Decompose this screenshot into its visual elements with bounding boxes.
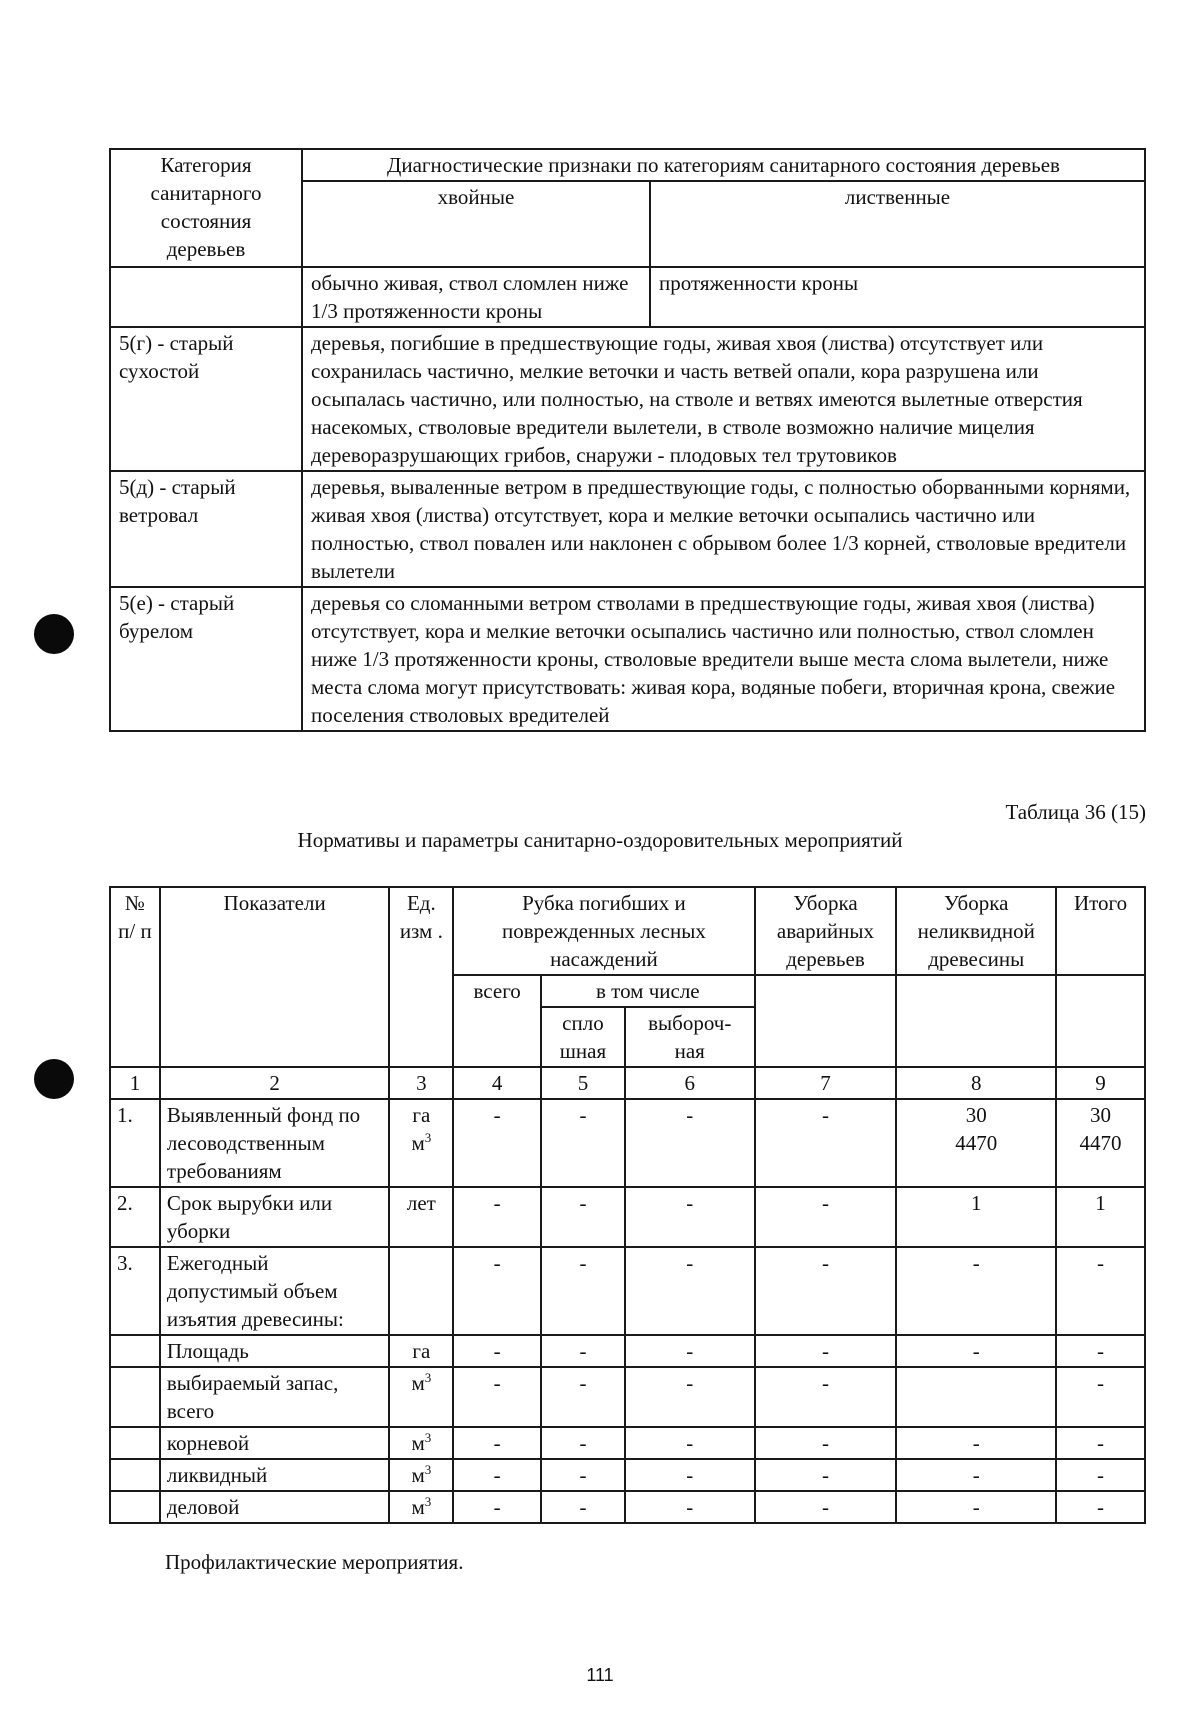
- table-row: [110, 471, 1145, 587]
- row-number: [110, 1459, 160, 1491]
- column-number: 8: [896, 1067, 1056, 1099]
- header-signs: Диагностические признаки по категориям санитарного состояния деревьев: [302, 149, 1145, 181]
- value-cell: -: [1056, 1335, 1145, 1367]
- value-cell: -: [1056, 1247, 1145, 1335]
- indicator-name: Ежегодный допустимый объем изъятия древесины:: [160, 1247, 390, 1335]
- value-cell: -: [755, 1491, 897, 1523]
- header-felling: Рубка погибших и поврежденных лесных насаждений: [453, 887, 754, 975]
- header-empty: [896, 975, 1056, 1067]
- value-cell: -: [755, 1367, 897, 1427]
- category-cell: [110, 267, 302, 327]
- column-number: 7: [755, 1067, 897, 1099]
- column-number: 5: [541, 1067, 625, 1099]
- table-row: [110, 1427, 1145, 1459]
- indicator-name: ликвидный: [160, 1459, 390, 1491]
- page-number: 111: [586, 1665, 614, 1685]
- value-cell: -: [625, 1335, 755, 1367]
- header-empty: [1056, 975, 1145, 1067]
- value-cell: -: [453, 1335, 541, 1367]
- unit-cell: [389, 1491, 453, 1523]
- footer-note: Профилактические мероприятия.: [165, 1550, 464, 1574]
- unit-superscript: 3: [424, 1462, 432, 1477]
- category-cell: 5(г) - старый сухостой: [110, 327, 302, 471]
- header-category: Категория санитарного состояния деревьев: [110, 149, 302, 267]
- value-cell: -: [1056, 1491, 1145, 1523]
- column-number: 1: [110, 1067, 160, 1099]
- table-row: [110, 327, 1145, 471]
- table-title: Нормативы и параметры санитарно-оздоровительных мероприятий: [297, 828, 903, 852]
- value-text: 30: [1090, 1103, 1112, 1127]
- value-cell: -: [625, 1187, 755, 1247]
- unit-text: м: [411, 1371, 425, 1395]
- value-cell: -: [541, 1459, 625, 1491]
- value-cell: -: [541, 1427, 625, 1459]
- value-cell: -: [453, 1247, 541, 1335]
- row-number: 3.: [110, 1247, 160, 1335]
- indicator-name: Площадь: [160, 1335, 390, 1367]
- column-number: 6: [625, 1067, 755, 1099]
- indicator-name: деловой: [160, 1491, 390, 1523]
- header-indicator: Показатели: [160, 887, 390, 1067]
- header-including: в том числе: [541, 975, 755, 1007]
- unit-superscript: 3: [424, 1130, 432, 1145]
- value-cell: -: [541, 1099, 625, 1187]
- table-row: [110, 1187, 1145, 1247]
- header-illiquid: Уборка неликвидной древесины: [896, 887, 1056, 975]
- table-row: [110, 1459, 1145, 1491]
- header-emergency: Уборка аварийных деревьев: [755, 887, 897, 975]
- header-no: № п/ п: [110, 887, 160, 1067]
- value-cell: -: [541, 1367, 625, 1427]
- row-number: [110, 1335, 160, 1367]
- value-text: 4470: [1079, 1131, 1122, 1155]
- value-cell: 1: [896, 1187, 1056, 1247]
- unit-cell: [389, 1099, 453, 1187]
- column-numbers-row: [110, 1067, 1145, 1099]
- value-cell: -: [755, 1459, 897, 1491]
- deciduous-cell: протяженности кроны: [650, 267, 1145, 327]
- value-cell: -: [1056, 1367, 1145, 1427]
- category-cell: 5(е) - старый бурелом: [110, 587, 302, 731]
- value-cell: -: [541, 1491, 625, 1523]
- value-text: 4470: [955, 1131, 998, 1155]
- header-deciduous: лиственные: [650, 181, 1145, 267]
- value-cell: [896, 1367, 1056, 1427]
- column-number: 9: [1056, 1067, 1145, 1099]
- unit-cell: [389, 1459, 453, 1491]
- value-cell: -: [625, 1459, 755, 1491]
- unit-superscript: 3: [424, 1370, 432, 1385]
- unit-text: м: [411, 1495, 425, 1519]
- conifer-cell: обычно живая, ствол сломлен ниже 1/3 протяженности кроны: [302, 267, 650, 327]
- row-number: [110, 1491, 160, 1523]
- unit-text: м: [411, 1463, 425, 1487]
- table-number: Таблица 36 (15): [1005, 800, 1146, 824]
- unit-cell: га: [389, 1335, 453, 1367]
- header-selective: выбороч- ная: [625, 1007, 755, 1067]
- unit-cell: [389, 1367, 453, 1427]
- value-cell: -: [453, 1459, 541, 1491]
- indicator-name: Срок вырубки или уборки: [160, 1187, 390, 1247]
- value-text: 30: [965, 1103, 987, 1127]
- value-cell: -: [1056, 1427, 1145, 1459]
- value-cell: -: [541, 1335, 625, 1367]
- row-number: [110, 1367, 160, 1427]
- value-cell: -: [755, 1335, 897, 1367]
- value-cell: [1056, 1099, 1145, 1187]
- category-cell: 5(д) - старый ветровал: [110, 471, 302, 587]
- punch-hole: [34, 614, 74, 654]
- value-cell: [896, 1099, 1056, 1187]
- header-conifers: хвойные: [302, 181, 650, 267]
- value-cell: -: [896, 1459, 1056, 1491]
- row-number: [110, 1427, 160, 1459]
- unit-cell: [389, 1247, 453, 1335]
- unit-superscript: 3: [424, 1430, 432, 1445]
- row-number: 2.: [110, 1187, 160, 1247]
- unit-cell: [389, 1427, 453, 1459]
- table-row: [110, 1367, 1145, 1427]
- value-cell: -: [541, 1247, 625, 1335]
- sanitary-category-table: [109, 148, 1146, 732]
- description-cell: деревья, погибшие в предшествующие годы, живая хвоя (листва) отсутствует или сохранилась частично, мелкие веточки и часть ветвей опали, кора разрушена или осыпалась частично, или полностью, на стволе и ветвях имеются вылетные отверстия насекомых, стволовые вредители вылетели, в стволе возможно наличие мицелия дереворазрушающих грибов, снаружи - плодовых тел трутовиков: [302, 327, 1145, 471]
- value-cell: -: [896, 1335, 1056, 1367]
- value-cell: -: [453, 1427, 541, 1459]
- value-cell: -: [1056, 1459, 1145, 1491]
- value-cell: 1: [1056, 1187, 1145, 1247]
- value-cell: -: [625, 1247, 755, 1335]
- indicator-name: корневой: [160, 1427, 390, 1459]
- header-clear: спло шная: [541, 1007, 625, 1067]
- header-total: Итого: [1056, 887, 1145, 975]
- column-number: 4: [453, 1067, 541, 1099]
- value-cell: -: [755, 1427, 897, 1459]
- table-row: [110, 1491, 1145, 1523]
- description-cell: деревья со сломанными ветром стволами в предшествующие годы, живая хвоя (листва) отсутствует, кора и мелкие веточки осыпались частично или полностью, ствол сломлен ниже 1/3 протяженности кроны, стволовые вредители выше места слома вылетели, ниже места слома могут присутствовать: живая кора, водяные побеги, вторичная крона, свежие поселения стволовых вредителей: [302, 587, 1145, 731]
- value-cell: -: [896, 1427, 1056, 1459]
- unit-text: м: [411, 1431, 425, 1455]
- column-number: 2: [160, 1067, 390, 1099]
- value-cell: -: [625, 1491, 755, 1523]
- table-row: [110, 1099, 1145, 1187]
- value-cell: -: [453, 1367, 541, 1427]
- value-cell: -: [896, 1491, 1056, 1523]
- value-cell: -: [755, 1187, 897, 1247]
- unit-text: га: [412, 1103, 431, 1127]
- unit-cell: лет: [389, 1187, 453, 1247]
- sanitary-measures-table: [109, 886, 1146, 1524]
- column-number: 3: [389, 1067, 453, 1099]
- value-cell: -: [625, 1099, 755, 1187]
- unit-superscript: 3: [424, 1494, 432, 1509]
- row-number: 1.: [110, 1099, 160, 1187]
- value-cell: -: [755, 1099, 897, 1187]
- header-empty: [755, 975, 897, 1067]
- description-cell: деревья, вываленные ветром в предшествующие годы, с полностью оборванными корнями, живая хвоя (листва) отсутствует, кора и мелкие веточки осыпались частично или полностью, ствол повален или наклонен с обрывом более 1/3 корней, стволовые вредители вылетели: [302, 471, 1145, 587]
- table-row: [110, 267, 1145, 327]
- table-row: [110, 1247, 1145, 1335]
- value-cell: -: [453, 1099, 541, 1187]
- value-cell: -: [453, 1491, 541, 1523]
- header-unit: Ед. изм .: [389, 887, 453, 1067]
- value-cell: -: [625, 1427, 755, 1459]
- table-row: [110, 1335, 1145, 1367]
- value-cell: -: [896, 1247, 1056, 1335]
- table-row: [110, 587, 1145, 731]
- value-cell: -: [453, 1187, 541, 1247]
- value-cell: -: [755, 1247, 897, 1335]
- unit-text: м: [411, 1131, 425, 1155]
- indicator-name: выбираемый запас, всего: [160, 1367, 390, 1427]
- indicator-name: Выявленный фонд по лесоводственным требованиям: [160, 1099, 390, 1187]
- value-cell: -: [541, 1187, 625, 1247]
- value-cell: -: [625, 1367, 755, 1427]
- header-total-all: всего: [453, 975, 541, 1067]
- punch-hole: [34, 1059, 74, 1099]
